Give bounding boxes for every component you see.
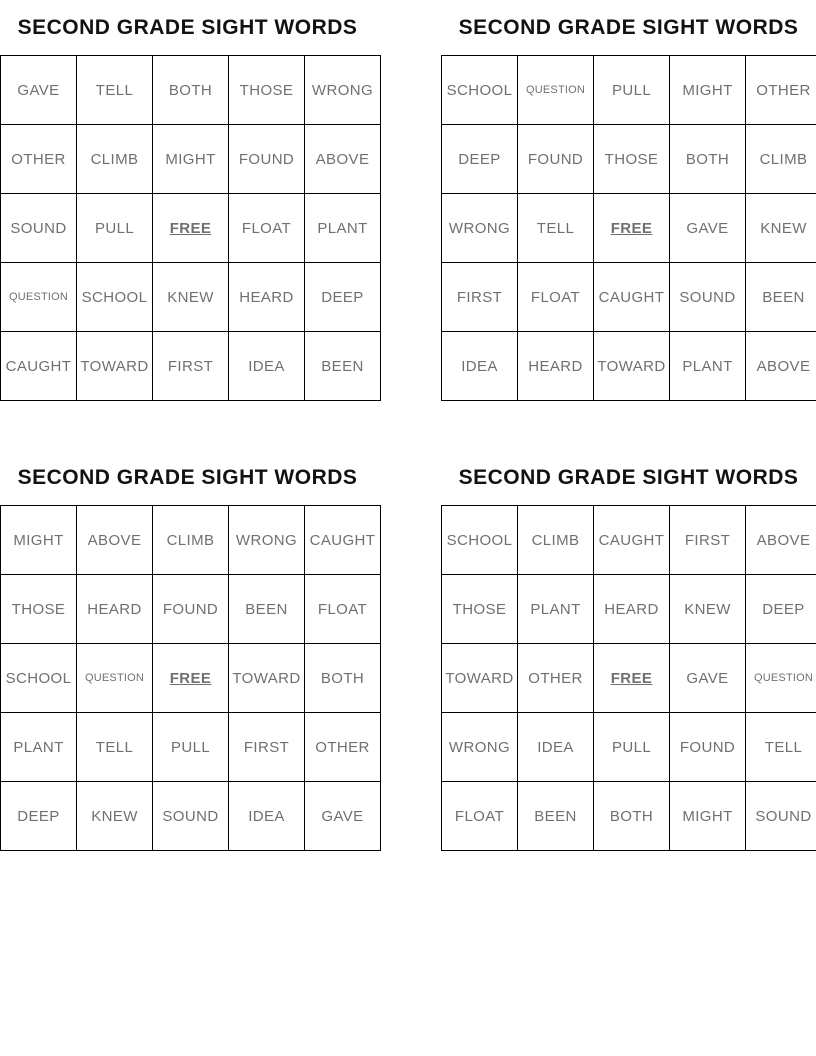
bingo-row xyxy=(442,56,816,125)
bingo-cell: PLANT xyxy=(518,575,594,644)
bingo-cell: SCHOOL xyxy=(77,263,153,332)
bingo-cell: PLANT xyxy=(1,713,77,782)
bingo-cell: CLIMB xyxy=(77,125,153,194)
bingo-cell: MIGHT xyxy=(153,125,229,194)
bingo-cell: MIGHT xyxy=(670,782,746,851)
bingo-cell: PULL xyxy=(594,56,670,125)
bingo-cell: BOTH xyxy=(670,125,746,194)
bingo-cell: DEEP xyxy=(305,263,381,332)
bingo-cell: DEEP xyxy=(1,782,77,851)
bingo-card xyxy=(0,0,375,401)
bingo-cell: TOWARD xyxy=(77,332,153,401)
bingo-grid xyxy=(0,55,381,401)
bingo-cell: BOTH xyxy=(305,644,381,713)
bingo-cell: THOSE xyxy=(442,575,518,644)
card-title: SECOND GRADE SIGHT WORDS xyxy=(17,15,358,39)
bingo-cell: MIGHT xyxy=(670,56,746,125)
bingo-cell: SOUND xyxy=(1,194,77,263)
bingo-grid-body xyxy=(1,506,381,851)
bingo-grid xyxy=(441,55,816,401)
bingo-row xyxy=(1,56,381,125)
bingo-row xyxy=(442,782,816,851)
bingo-cell: KNEW xyxy=(746,194,816,263)
bingo-cell: ABOVE xyxy=(746,506,816,575)
bingo-row xyxy=(442,263,816,332)
bingo-cell: GAVE xyxy=(670,644,746,713)
bingo-cell: BOTH xyxy=(594,782,670,851)
bingo-cell: BEEN xyxy=(746,263,816,332)
bingo-row xyxy=(1,575,381,644)
bingo-cell: FLOAT xyxy=(229,194,305,263)
free-cell: FREE xyxy=(594,644,670,713)
bingo-cell: THOSE xyxy=(1,575,77,644)
bingo-cell: IDEA xyxy=(442,332,518,401)
bingo-cell: PLANT xyxy=(305,194,381,263)
bingo-row xyxy=(1,782,381,851)
bingo-row xyxy=(1,713,381,782)
bingo-row xyxy=(442,332,816,401)
bingo-cell: DEEP xyxy=(746,575,816,644)
bingo-cell: TOWARD xyxy=(229,644,305,713)
bingo-cell: CLIMB xyxy=(746,125,816,194)
bingo-cell: SOUND xyxy=(746,782,816,851)
bingo-card xyxy=(441,450,816,851)
bingo-cell: IDEA xyxy=(518,713,594,782)
bingo-cell: FOUND xyxy=(670,713,746,782)
bingo-cell: FOUND xyxy=(229,125,305,194)
bingo-cell: HEARD xyxy=(77,575,153,644)
bingo-cell: TELL xyxy=(77,56,153,125)
bingo-cell: BOTH xyxy=(153,56,229,125)
bingo-row xyxy=(1,194,381,263)
bingo-row xyxy=(1,506,381,575)
bingo-cell: SOUND xyxy=(670,263,746,332)
bingo-cell: CAUGHT xyxy=(594,263,670,332)
bingo-cell: KNEW xyxy=(77,782,153,851)
bingo-cell: BEEN xyxy=(229,575,305,644)
bingo-cell: PULL xyxy=(594,713,670,782)
bingo-cell: SOUND xyxy=(153,782,229,851)
bingo-cell: TELL xyxy=(518,194,594,263)
bingo-cell: BEEN xyxy=(305,332,381,401)
bingo-cell: IDEA xyxy=(229,332,305,401)
bingo-cell: KNEW xyxy=(670,575,746,644)
bingo-cell: CLIMB xyxy=(153,506,229,575)
bingo-cell: OTHER xyxy=(305,713,381,782)
bingo-cell: WRONG xyxy=(305,56,381,125)
bingo-cell: DEEP xyxy=(442,125,518,194)
bingo-row xyxy=(1,332,381,401)
bingo-cell: BEEN xyxy=(518,782,594,851)
bingo-cell: GAVE xyxy=(1,56,77,125)
bingo-row xyxy=(442,575,816,644)
bingo-row xyxy=(442,644,816,713)
bingo-row xyxy=(1,644,381,713)
bingo-cell: FIRST xyxy=(442,263,518,332)
bingo-cell: FLOAT xyxy=(305,575,381,644)
free-cell: FREE xyxy=(153,644,229,713)
bingo-cell: FLOAT xyxy=(518,263,594,332)
bingo-cell: QUESTION xyxy=(518,56,594,125)
bingo-cell: IDEA xyxy=(229,782,305,851)
bingo-row xyxy=(1,263,381,332)
bingo-cell: TELL xyxy=(77,713,153,782)
bingo-cell: WRONG xyxy=(442,194,518,263)
bingo-cell: KNEW xyxy=(153,263,229,332)
free-cell: FREE xyxy=(153,194,229,263)
bingo-cell: TOWARD xyxy=(594,332,670,401)
bingo-cell: FOUND xyxy=(153,575,229,644)
bingo-grid xyxy=(441,505,816,851)
bingo-cell: CAUGHT xyxy=(305,506,381,575)
bingo-cell: SCHOOL xyxy=(442,506,518,575)
bingo-cell: PULL xyxy=(77,194,153,263)
bingo-cell: WRONG xyxy=(229,506,305,575)
bingo-cell: OTHER xyxy=(746,56,816,125)
bingo-cell: MIGHT xyxy=(1,506,77,575)
card-title: SECOND GRADE SIGHT WORDS xyxy=(458,465,799,489)
bingo-card xyxy=(0,450,375,851)
bingo-cell: WRONG xyxy=(442,713,518,782)
bingo-cell: GAVE xyxy=(305,782,381,851)
bingo-cell: SCHOOL xyxy=(1,644,77,713)
card-title: SECOND GRADE SIGHT WORDS xyxy=(17,465,358,489)
bingo-cell: FLOAT xyxy=(442,782,518,851)
bingo-card xyxy=(441,0,816,401)
bingo-grid-body xyxy=(1,56,381,401)
bingo-cell: OTHER xyxy=(1,125,77,194)
bingo-cell: TELL xyxy=(746,713,816,782)
bingo-cell: FIRST xyxy=(153,332,229,401)
bingo-cell: ABOVE xyxy=(305,125,381,194)
bingo-row xyxy=(442,713,816,782)
bingo-cell: ABOVE xyxy=(746,332,816,401)
bingo-row xyxy=(1,125,381,194)
bingo-cell: PULL xyxy=(153,713,229,782)
bingo-cell: FIRST xyxy=(229,713,305,782)
bingo-cell: QUESTION xyxy=(746,644,816,713)
bingo-cell: FIRST xyxy=(670,506,746,575)
bingo-cell: HEARD xyxy=(594,575,670,644)
bingo-cell: SCHOOL xyxy=(442,56,518,125)
bingo-cell: GAVE xyxy=(670,194,746,263)
bingo-cell: THOSE xyxy=(229,56,305,125)
bingo-cell: HEARD xyxy=(229,263,305,332)
bingo-grid-body xyxy=(442,56,816,401)
bingo-cell: CLIMB xyxy=(518,506,594,575)
bingo-cell: FOUND xyxy=(518,125,594,194)
bingo-cell: ABOVE xyxy=(77,506,153,575)
bingo-cell: CAUGHT xyxy=(1,332,77,401)
bingo-cell: QUESTION xyxy=(1,263,77,332)
bingo-cell: PLANT xyxy=(670,332,746,401)
bingo-cell: CAUGHT xyxy=(594,506,670,575)
bingo-grid xyxy=(0,505,381,851)
bingo-cell: OTHER xyxy=(518,644,594,713)
bingo-row xyxy=(442,194,816,263)
card-title: SECOND GRADE SIGHT WORDS xyxy=(458,15,799,39)
bingo-cell: HEARD xyxy=(518,332,594,401)
bingo-cell: QUESTION xyxy=(77,644,153,713)
bingo-grid-body xyxy=(442,506,816,851)
bingo-cell: THOSE xyxy=(594,125,670,194)
bingo-cell: TOWARD xyxy=(442,644,518,713)
free-cell: FREE xyxy=(594,194,670,263)
bingo-row xyxy=(442,506,816,575)
bingo-row xyxy=(442,125,816,194)
